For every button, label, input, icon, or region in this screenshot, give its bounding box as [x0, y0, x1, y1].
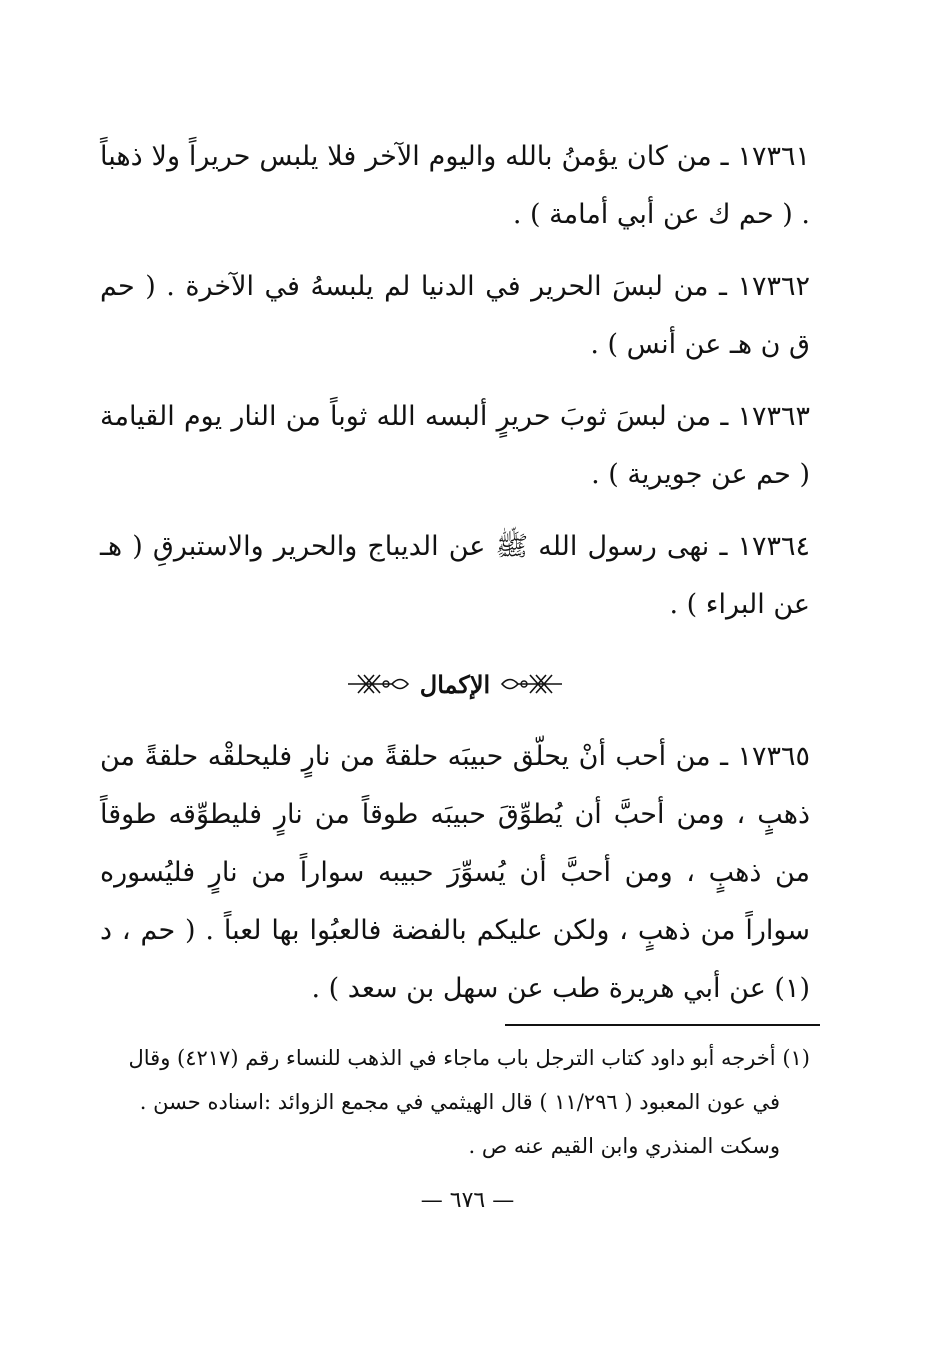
hadith-17363: ١٧٣٦٣ ـ من لبسَ ثوبَ حريرٍ ألبسه الله ثوباً من النار يوم القيامة ( حم عن جويرية ) .	[100, 401, 810, 490]
footnote-body	[100, 1036, 810, 1168]
page-number: — ٦٧٦ —	[420, 1188, 515, 1213]
hadith-number: ١٧٣٦٢	[737, 271, 810, 302]
hadith-number: ١٧٣٦١	[737, 141, 810, 172]
footnote-text: أخرجه أبو داود كتاب الترجل باب ماجاء في الذهب للنساء رقم (٤٢١٧) وقال في عون المعبود ( ١١/٢٩٦ ) قال الهيثمي في مجمع الزوائد :اسناده حسن . وسكت المنذري وابن القيم عنه ص .	[128, 1046, 780, 1158]
hadith-text: من كان يؤمنُ بالله واليوم الآخر فلا يلبس حريراً ولا ذهباً . ( حم ك عن أبي أمامة ) .	[100, 141, 810, 230]
ornament-right-icon	[500, 671, 564, 697]
hadith-text: نهى رسول الله ﷺ عن الديباج والحرير والاستبرقِ ( هـ عن البراء ) .	[100, 531, 810, 620]
footnote-divider	[505, 1024, 820, 1026]
hadith-17361: ١٧٣٦١ ـ من كان يؤمنُ بالله واليوم الآخر فلا يلبس حريراً ولا ذهباً . ( حم ك عن أبي أمامة ) .	[100, 141, 810, 230]
hadith-text: من أحب أنْ يحلّق حبيبَه حلقةً من نارٍ فليحلقْه حلقةً من ذهبٍ ، ومن أحبَّ أن يُطوِّقَ حبيبَه طوقاً من نارٍ فليطوِّقه طوقاً من ذهبٍ ، ومن أحبَّ أن يُسوِّرَ حبيبه سواراً من نارٍ فليُسوره سواراً من ذهبٍ ، ولكن عليكم بالفضة فالعبُوا بها لعباً . ( حم ، د (١) عن أبي هريرة طب عن سهل بن سعد ) .	[100, 741, 810, 1004]
section-heading	[100, 664, 810, 704]
hadith-number: ١٧٣٦٥	[737, 741, 810, 772]
footnote	[100, 1036, 810, 1168]
hadith-17364: ١٧٣٦٤ ـ نهى رسول الله ﷺ عن الديباج والحرير والاستبرقِ ( هـ عن البراء ) .	[100, 531, 810, 620]
hadith-text: من لبسَ ثوبَ حريرٍ ألبسه الله ثوباً من النار يوم القيامة ( حم عن جويرية ) .	[100, 401, 810, 490]
page-body	[100, 128, 810, 1032]
hadith-17365: ١٧٣٦٥ ـ من أحب أنْ يحلّق حبيبَه حلقةً من نارٍ فليحلقْه حلقةً من ذهبٍ ، ومن أحبَّ أن يُطوِّقَ حبيبَه طوقاً من نارٍ فليطوِّقه طوقاً من ذهبٍ ، ومن أحبَّ أن يُسوِّرَ حبيبه سواراً من نارٍ فليُسوره سواراً من ذهبٍ ، ولكن عليكم بالفضة فالعبُوا بها لعباً . ( حم ، د (١) عن أبي هريرة طب عن سهل بن سعد ) .	[100, 741, 810, 1004]
hadith-17362: ١٧٣٦٢ ـ من لبسَ الحرير في الدنيا لم يلبسهُ في الآخرة . ( حم ق ن هـ عن أنس ) .	[100, 271, 810, 360]
hadith-number: ١٧٣٦٤	[737, 531, 810, 562]
ornament-left-icon	[346, 671, 410, 697]
hadith-number: ١٧٣٦٣	[737, 401, 810, 432]
section-title: الإكمال	[419, 669, 491, 699]
footnote-marker: (١)	[782, 1046, 810, 1070]
hadith-text: من لبسَ الحرير في الدنيا لم يلبسهُ في الآخرة . ( حم ق ن هـ عن أنس ) .	[100, 271, 810, 360]
